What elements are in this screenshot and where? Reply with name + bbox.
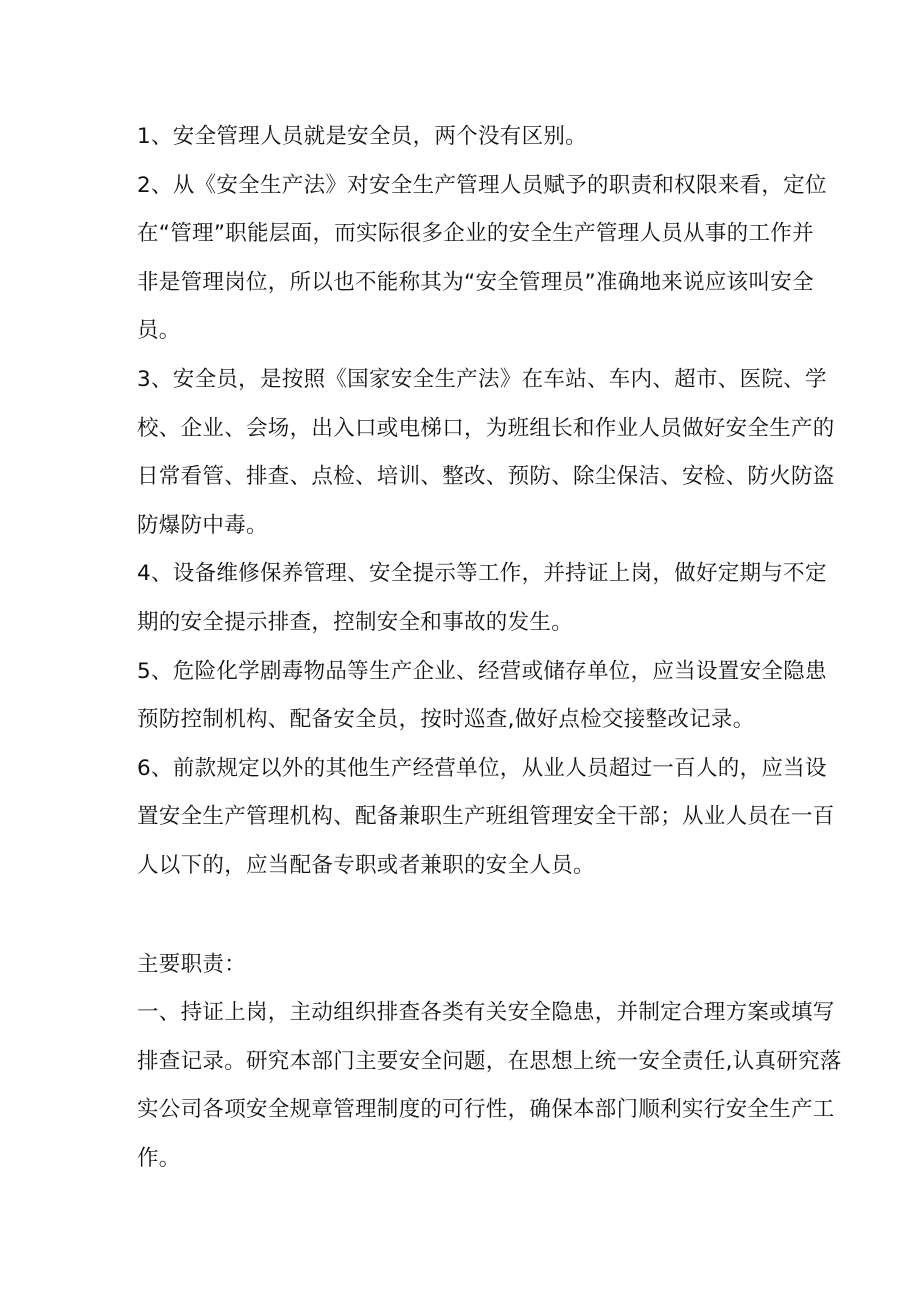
list-item-1 [137, 113, 787, 162]
text-line: 排查记录。研究本部门主要安全问题，在思想上统一安全责任,认真研究落 [137, 1048, 842, 1074]
list-item-6 [137, 745, 835, 891]
text-line: 一、持证上岗，主动组织排查各类有关安全隐患，并制定合理方案或填写 [137, 1000, 835, 1026]
section-title [137, 941, 787, 990]
text-line: 6、前款规定以外的其他生产经营单位，从业人员超过一百人的，应当设 [137, 755, 827, 781]
list-item-4 [137, 550, 827, 647]
text-line: 4、设备维修保养管理、安全提示等工作，并持证上岗，做好定期与不定 [137, 561, 827, 587]
text-line: 预防控制机构、配备安全员，按时巡查,做好点检交接整改记录。 [137, 707, 755, 733]
text-line: 5、危险化学剧毒物品等生产企业、经营或储存单位，应当设置安全隐患 [137, 658, 827, 684]
text-line: 防爆防中毒。 [137, 512, 268, 538]
text-line: 日常看管、排查、点检、培训、整改、预防、除尘保洁、安检、防火防盗 [137, 464, 835, 490]
text-line: 校、企业、会场，出入口或电梯口，为班组长和作业人员做好安全生产的 [137, 415, 835, 441]
text-line: 期的安全提示排查，控制安全和事故的发生。 [137, 609, 574, 635]
list-item-3 [137, 356, 835, 550]
text-line: 人以下的，应当配备专职或者兼职的安全人员。 [137, 852, 595, 878]
section-title-text: 主要职责： [137, 951, 247, 977]
text-line: 作。 [137, 1145, 181, 1171]
list-item-5 [137, 648, 827, 745]
document-body [137, 113, 842, 1183]
section-spacer [137, 891, 787, 941]
text-line: 在“管理”职能层面，而实际很多企业的安全生产管理人员从事的工作并 [137, 221, 814, 247]
text-line: 实公司各项安全规章管理制度的可行性，确保本部门顺利实行安全生产工 [137, 1097, 835, 1123]
list-item-2 [137, 162, 827, 356]
duty-item-1 [137, 989, 842, 1183]
text-line: 置安全生产管理机构、配备兼职生产班组管理安全干部；从业人员在一百 [137, 804, 835, 830]
text-line: 非是管理岗位，所以也不能称其为“安全管理员”准确地来说应该叫安全 [137, 269, 814, 295]
text-line: 3、安全员，是按照《国家安全生产法》在车站、车内、超市、医院、学 [137, 366, 827, 392]
text-line: 1、安全管理人员就是安全员，两个没有区别。 [137, 124, 587, 149]
text-line: 2、从《安全生产法》对安全生产管理人员赋予的职责和权限来看，定位 [137, 172, 827, 198]
text-line: 员。 [137, 318, 181, 344]
